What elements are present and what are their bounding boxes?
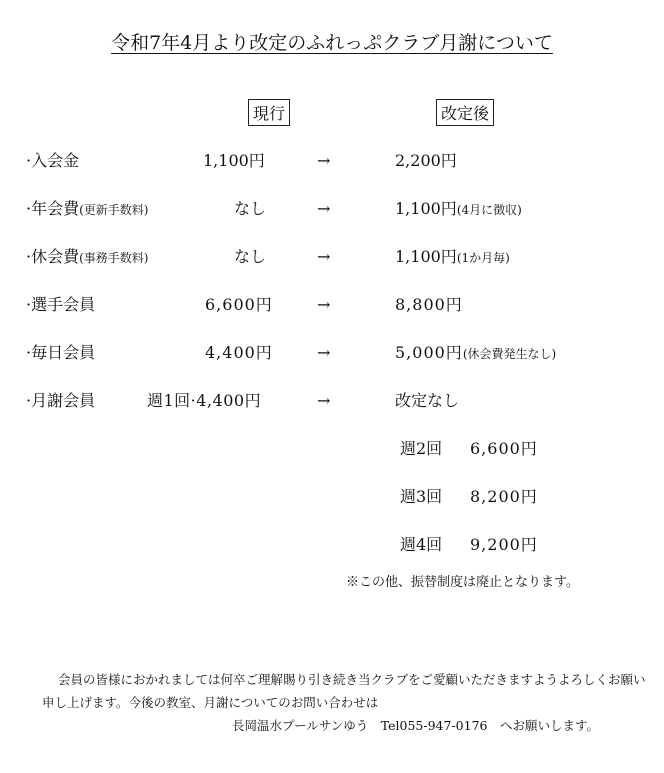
current-price: なし [234, 199, 267, 218]
footer-line-2: 申し上げます。今後の教室、月謝についてのお問い合わせは [42, 695, 379, 710]
page-title-text: 令和7年4月より改定のふれっぷクラブ月謝について [111, 32, 553, 54]
abolition-note: ※この他、振替制度は廃止となります。 [346, 575, 579, 590]
arrow-icon: → [317, 295, 331, 314]
footer-line-3: 長岡温水プールサンゆう Tel055-947-0176 へお願いします。 [232, 718, 599, 733]
fee-row [26, 198, 148, 220]
fee-row [26, 150, 79, 172]
weekly-price: 9,200円 [470, 535, 538, 554]
row-label: ·月謝会員 [26, 391, 96, 410]
revised-price: 改定なし [395, 391, 460, 410]
current-price: 4,400円 [205, 343, 273, 362]
revised-price: 2,200円 [395, 151, 457, 170]
revised-price: 5,000円 [395, 343, 463, 362]
row-label: ·毎日会員 [26, 343, 96, 362]
fee-row [26, 294, 95, 316]
revised-price: 8,800円 [395, 295, 463, 314]
fee-row [26, 246, 148, 268]
arrow-icon: → [317, 391, 331, 410]
header-revised: 改定後 [436, 99, 494, 126]
arrow-icon: → [317, 151, 331, 170]
row-sublabel: (更新手数料) [79, 203, 149, 217]
revised-note: (4月に徴収) [456, 203, 522, 217]
fee-row [26, 390, 95, 412]
row-label: ·休会費 [26, 247, 80, 266]
current-price: 6,600円 [205, 295, 273, 314]
header-current: 現行 [248, 99, 290, 126]
page-title [0, 28, 664, 55]
arrow-icon: → [317, 199, 331, 218]
fee-row [26, 342, 95, 364]
weekly-label: 週2回 [400, 439, 443, 458]
revised-note: (休会費発生なし) [462, 347, 557, 361]
row-label: ·年会費 [26, 199, 80, 218]
weekly-price: 6,600円 [470, 439, 538, 458]
revised-price: 1,100円 [395, 199, 457, 218]
row-sublabel: (事務手数料) [79, 251, 149, 265]
arrow-icon: → [317, 343, 331, 362]
arrow-icon: → [317, 247, 331, 266]
current-price: 週1回·4,400円 [147, 391, 262, 410]
footer-line-1: 会員の皆様におかれましては何卒ご理解賜り引き続き当クラブをご愛顧いただきますようよろしくお願い [58, 672, 646, 687]
current-price: 1,100円 [203, 151, 265, 170]
row-label: ·選手会員 [26, 295, 96, 314]
weekly-price: 8,200円 [470, 487, 538, 506]
weekly-label: 週4回 [400, 535, 443, 554]
current-price: なし [234, 247, 267, 266]
row-label: ·入会金 [26, 151, 80, 170]
revised-price: 1,100円 [395, 247, 457, 266]
weekly-label: 週3回 [400, 487, 443, 506]
revised-note: (1か月毎) [456, 251, 510, 265]
